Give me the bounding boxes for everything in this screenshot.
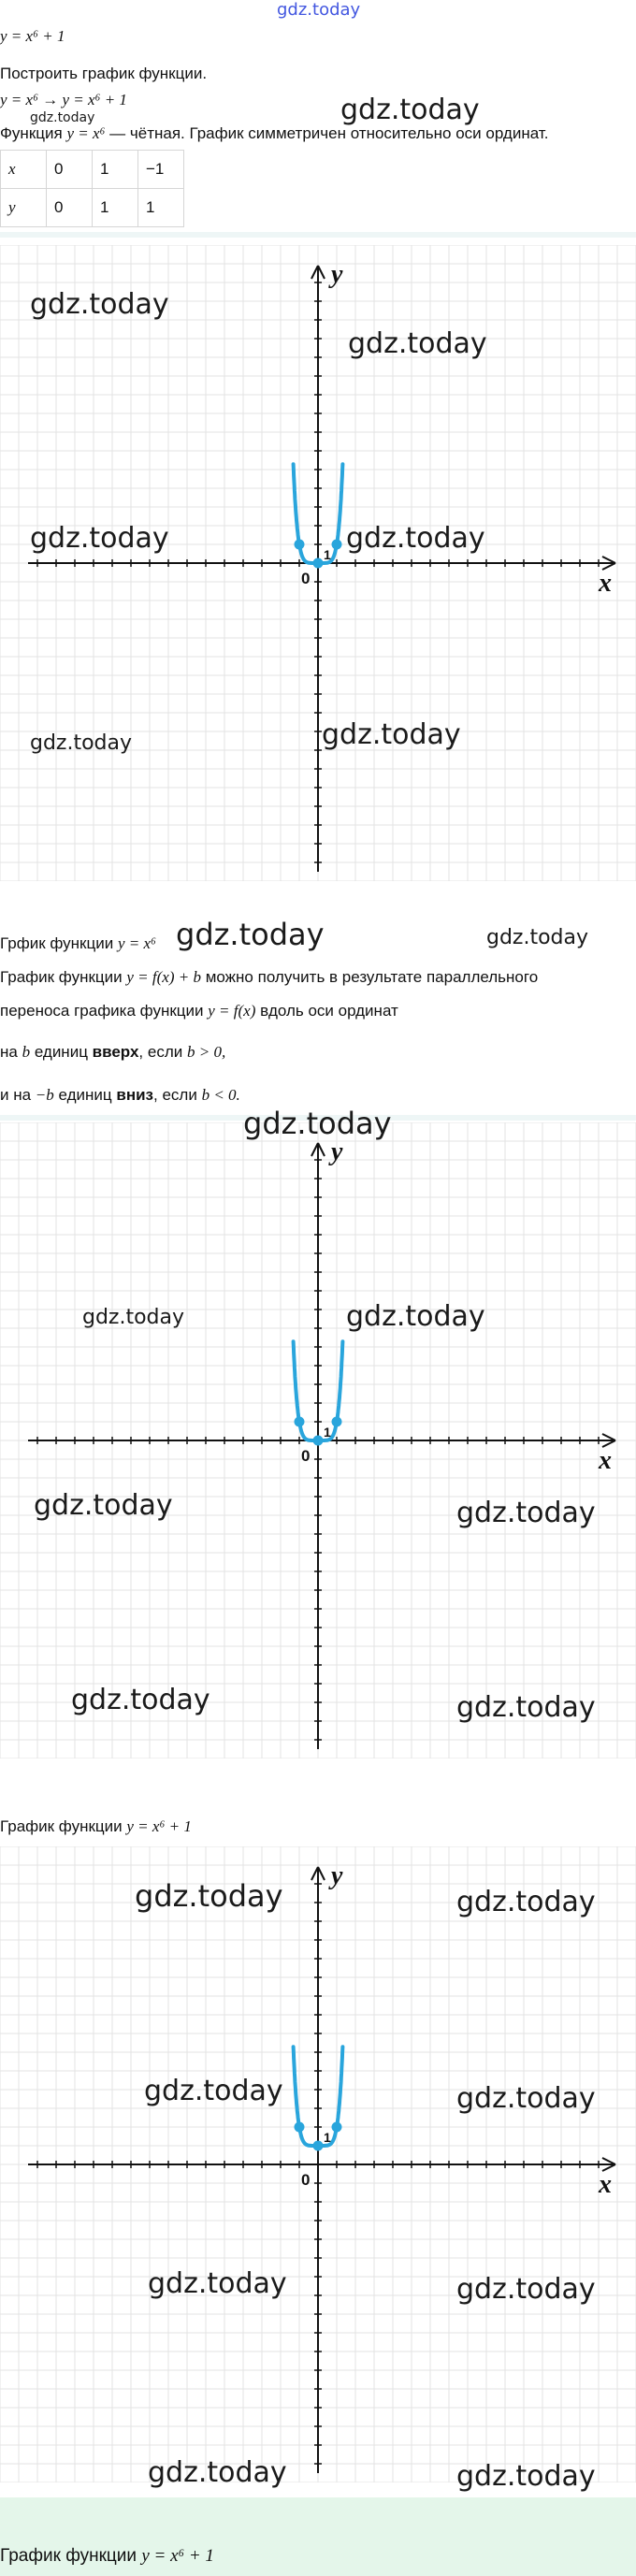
table-cell: x — [1, 151, 47, 189]
middle-line-5-mid: единиц — [58, 1086, 112, 1104]
middle-line-2-prefix: График функции — [0, 968, 123, 986]
table-cell: −1 — [138, 151, 184, 189]
data-point — [295, 1417, 305, 1427]
watermark: gdz.today — [456, 1691, 596, 1724]
middle-line-4-cond: b > 0, — [186, 1043, 226, 1061]
equation-title — [0, 26, 65, 47]
caption-3-formula: y = x⁶ + 1 — [126, 1817, 192, 1835]
middle-line-4 — [0, 1042, 225, 1063]
parity-description: — чётная. График симметричен относительно оси ординат. — [109, 124, 549, 142]
graph-3-svg — [0, 1846, 636, 2482]
graph-1 — [0, 245, 636, 881]
origin-label: 0 — [301, 1447, 311, 1465]
data-point — [313, 1436, 324, 1446]
middle-line-1-prefix: Грфик функции — [0, 934, 114, 952]
watermark: gdz.today — [456, 1886, 596, 1918]
middle-line-2-formula: y = f(x) + b — [126, 968, 201, 986]
data-point — [332, 540, 342, 550]
parity-formula: y = x⁶ — [66, 124, 106, 142]
origin-label: 0 — [301, 2171, 311, 2189]
watermark: gdz.today — [30, 731, 133, 755]
middle-line-2 — [0, 967, 538, 988]
data-point — [295, 2122, 305, 2133]
watermark-top: gdz.today — [243, 1106, 392, 1141]
middle-line-5-cond: b < 0. — [201, 1086, 240, 1104]
middle-line-5-bold: вниз — [116, 1086, 153, 1104]
middle-line-3-suffix: вдоль оси ординат — [260, 1002, 398, 1020]
graph-2 — [0, 1106, 636, 1758]
middle-line-4-b: b — [22, 1043, 31, 1061]
x-axis-label: x — [599, 1446, 612, 1475]
y-axis-label: y — [331, 1861, 343, 1890]
parity-text — [0, 123, 548, 144]
table-cell: 1 — [93, 151, 138, 189]
footer-formula: y = x⁶ + 1 — [141, 2546, 214, 2566]
x-axis-label: x — [599, 2170, 612, 2199]
middle-line-5-cond-prefix: , если — [153, 1086, 197, 1104]
watermark: gdz.today — [348, 327, 487, 360]
equation-formula: y = x⁶ + 1 — [0, 27, 65, 45]
caption-3 — [0, 1816, 192, 1837]
watermark: gdz.today — [144, 2075, 283, 2107]
footer-prefix: График функции — [0, 2546, 137, 2566]
middle-watermark: gdz.today — [176, 917, 325, 952]
middle-line-4-mid: единиц — [34, 1043, 88, 1061]
value-table — [0, 150, 184, 227]
watermark: gdz.today — [30, 288, 169, 321]
middle-line-4-prefix: на — [0, 1043, 18, 1061]
watermark: gdz.today — [82, 1306, 185, 1329]
data-point — [332, 2122, 342, 2133]
middle-line-5 — [0, 1085, 240, 1106]
watermark: gdz.today — [148, 2267, 287, 2300]
parity-prefix: Функция — [0, 124, 63, 142]
watermark: gdz.today — [456, 1497, 596, 1529]
middle-line-4-cond-prefix: , если — [138, 1043, 183, 1061]
unit-label: 1 — [324, 1425, 331, 1440]
y-axis-label: y — [331, 260, 343, 289]
table-row — [1, 151, 184, 189]
task-text: Построить график функции. — [0, 65, 208, 82]
footer-caption — [0, 2546, 214, 2567]
y-axis-label: y — [331, 1137, 343, 1166]
x-axis-label: x — [599, 569, 612, 598]
data-point — [332, 1417, 342, 1427]
header-right-watermark: gdz.today — [340, 94, 480, 126]
watermark: gdz.today — [346, 1300, 485, 1333]
middle-line-3 — [0, 1001, 398, 1021]
watermark: gdz.today — [456, 2082, 596, 2115]
table-cell: 0 — [47, 189, 93, 227]
small-watermark: gdz.today — [30, 110, 95, 125]
table-cell: y — [1, 189, 47, 227]
middle-line-4-bold: вверх — [92, 1043, 139, 1061]
middle-line-3-formula: y = f(x) — [208, 1002, 256, 1020]
transform-formula — [0, 90, 127, 110]
middle-line-5-b: −b — [35, 1086, 54, 1104]
middle-line-3-prefix: переноса графика функции — [0, 1002, 204, 1020]
middle-line-1-formula: y = x⁶ — [117, 934, 156, 952]
watermark: gdz.today — [30, 522, 169, 555]
site-logo[interactable]: gdz.today — [277, 0, 361, 20]
watermark: gdz.today — [346, 522, 485, 555]
unit-label: 1 — [324, 547, 331, 562]
middle-line-1 — [0, 933, 156, 954]
watermark: gdz.today — [322, 718, 461, 751]
transform-formula-text: y = x⁶ → y = x⁶ + 1 — [0, 91, 127, 109]
caption-3-prefix: График функции — [0, 1817, 123, 1835]
middle-watermark-right: gdz.today — [486, 926, 589, 949]
graph-3 — [0, 1846, 636, 2493]
watermark: gdz.today — [148, 2456, 287, 2489]
origin-label: 0 — [301, 570, 311, 587]
middle-line-5-prefix: и на — [0, 1086, 32, 1104]
data-point — [295, 540, 305, 550]
section-divider — [0, 232, 636, 238]
table-cell: 1 — [138, 189, 184, 227]
table-row — [1, 189, 184, 227]
graph-1-svg — [0, 245, 636, 881]
watermark: gdz.today — [71, 1684, 210, 1716]
unit-label: 1 — [324, 2130, 331, 2145]
data-point — [313, 558, 324, 569]
middle-line-2-suffix: можно получить в результате параллельного — [205, 968, 539, 986]
watermark: gdz.today — [34, 1489, 173, 1522]
watermark: gdz.today — [456, 2273, 596, 2306]
table-cell: 0 — [47, 151, 93, 189]
graph-2-svg — [0, 1122, 636, 1758]
watermark: gdz.today — [135, 1878, 283, 1914]
watermark: gdz.today — [456, 2460, 596, 2493]
data-point — [313, 2141, 324, 2151]
table-cell: 1 — [93, 189, 138, 227]
